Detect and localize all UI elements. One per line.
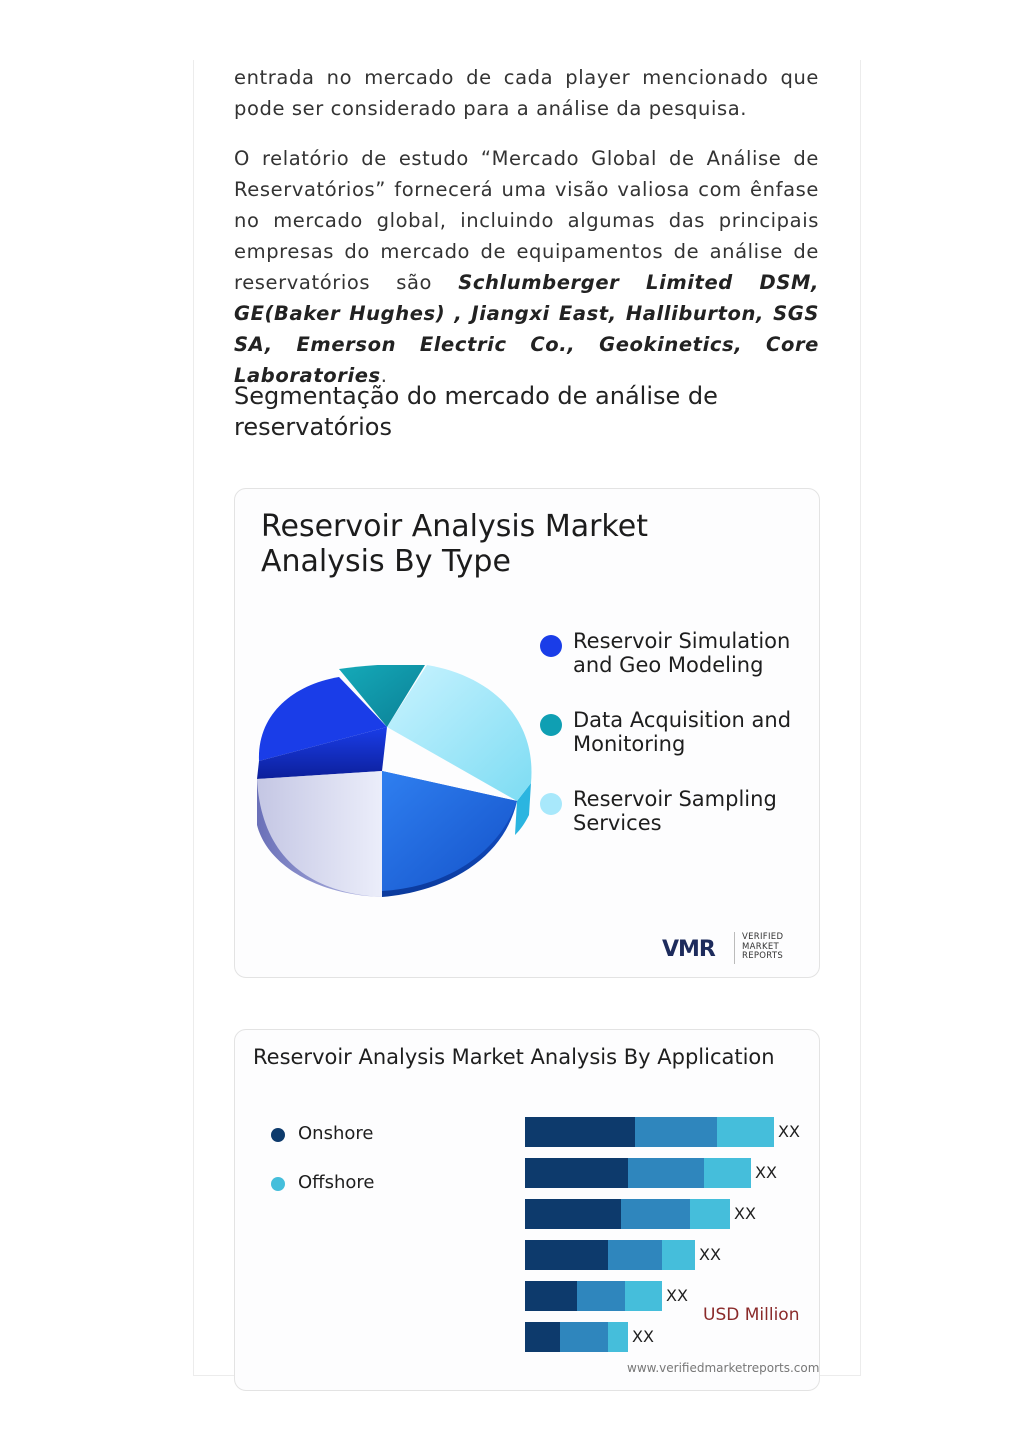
legend-label: Offshore — [298, 1172, 375, 1193]
document-page — [193, 60, 861, 1376]
bar-value-label: XX — [734, 1204, 756, 1223]
bar-value-label: XX — [666, 1286, 688, 1305]
bar-value-label: XX — [699, 1245, 721, 1264]
bar-segment — [525, 1281, 577, 1311]
bar-segment — [621, 1199, 690, 1229]
vmr-logo — [662, 929, 802, 969]
bar-segment — [525, 1240, 608, 1270]
bar-value-label: XX — [632, 1327, 654, 1346]
bar-segment — [525, 1199, 621, 1229]
intro-text — [234, 62, 819, 124]
logo-divider — [734, 932, 735, 964]
paragraph-2-end: . — [380, 364, 388, 387]
legend-dot — [540, 714, 562, 736]
type-chart-card — [234, 488, 820, 978]
legend-label: Onshore — [298, 1123, 374, 1144]
bar-segment — [704, 1158, 751, 1188]
paragraph-2 — [234, 143, 819, 391]
bar-segment — [690, 1199, 730, 1229]
paragraph-2-text: O relatório de estudo “Mercado Global de Análise de Reservatórios” fornecerá uma visão valiosa com ênfase no mercado global, incluindo algumas das principais empresas do mercado de equipamentos de análise de reservatórios são — [234, 147, 819, 294]
bar-segment — [635, 1117, 717, 1147]
legend-label: Data Acquisition and Monitoring — [573, 708, 792, 756]
bar-segment — [577, 1281, 625, 1311]
logo-line-1: VERIFIED — [742, 932, 784, 942]
legend-label: Reservoir Sampling Services — [573, 787, 777, 835]
logo-line-2: MARKET — [742, 941, 779, 952]
bar-segment — [525, 1158, 628, 1188]
application-chart-card — [234, 1029, 820, 1391]
legend-item-acquisition — [538, 708, 798, 756]
legend-dot — [540, 793, 562, 815]
companies-paragraph — [234, 143, 819, 391]
slice-gray — [257, 771, 382, 897]
paragraph-1: entrada no mercado de cada player mencionado que pode ser considerado para a análise da pesquisa. — [234, 66, 819, 120]
legend-item-sampling — [538, 787, 798, 835]
vmr-logo-text — [742, 933, 783, 962]
logo-line-3: REPORTS — [742, 951, 784, 961]
legend-label: Reservoir Simulation and Geo Modeling — [573, 629, 791, 677]
bar-segment — [525, 1117, 635, 1147]
bar-value-label: XX — [778, 1122, 800, 1141]
type-chart-title: Reservoir Analysis Market Analysis By Type — [261, 509, 648, 579]
bar-segment — [717, 1117, 774, 1147]
bar-segment — [608, 1240, 662, 1270]
bar-segment — [628, 1158, 704, 1188]
type-pie-chart — [247, 665, 547, 915]
bar-segment — [662, 1240, 695, 1270]
source-url: www.verifiedmarketreports.com — [627, 1361, 820, 1375]
unit-label: USD Million — [703, 1305, 800, 1325]
bar-segment — [560, 1322, 608, 1352]
application-chart-title: Reservoir Analysis Market Analysis By Application — [253, 1045, 775, 1069]
vmr-logo-mark: VMR — [662, 937, 715, 962]
legend-item-simulation — [538, 629, 798, 677]
company-list: Schlumberger Limited DSM, GE(Baker Hughes) , Jiangxi East, Halliburton, SGS SA, Emerson Electric Co., Geokinetics, Core Laboratories — [234, 271, 819, 387]
type-legend — [538, 629, 798, 866]
bar-segment — [625, 1281, 662, 1311]
legend-dot — [540, 635, 562, 657]
section-heading: Segmentação do mercado de análise de reservatórios — [234, 382, 718, 441]
bar-segment — [525, 1322, 560, 1352]
bar-value-label: XX — [755, 1163, 777, 1182]
bar-segment — [608, 1322, 628, 1352]
application-bar-chart — [235, 1030, 819, 1390]
